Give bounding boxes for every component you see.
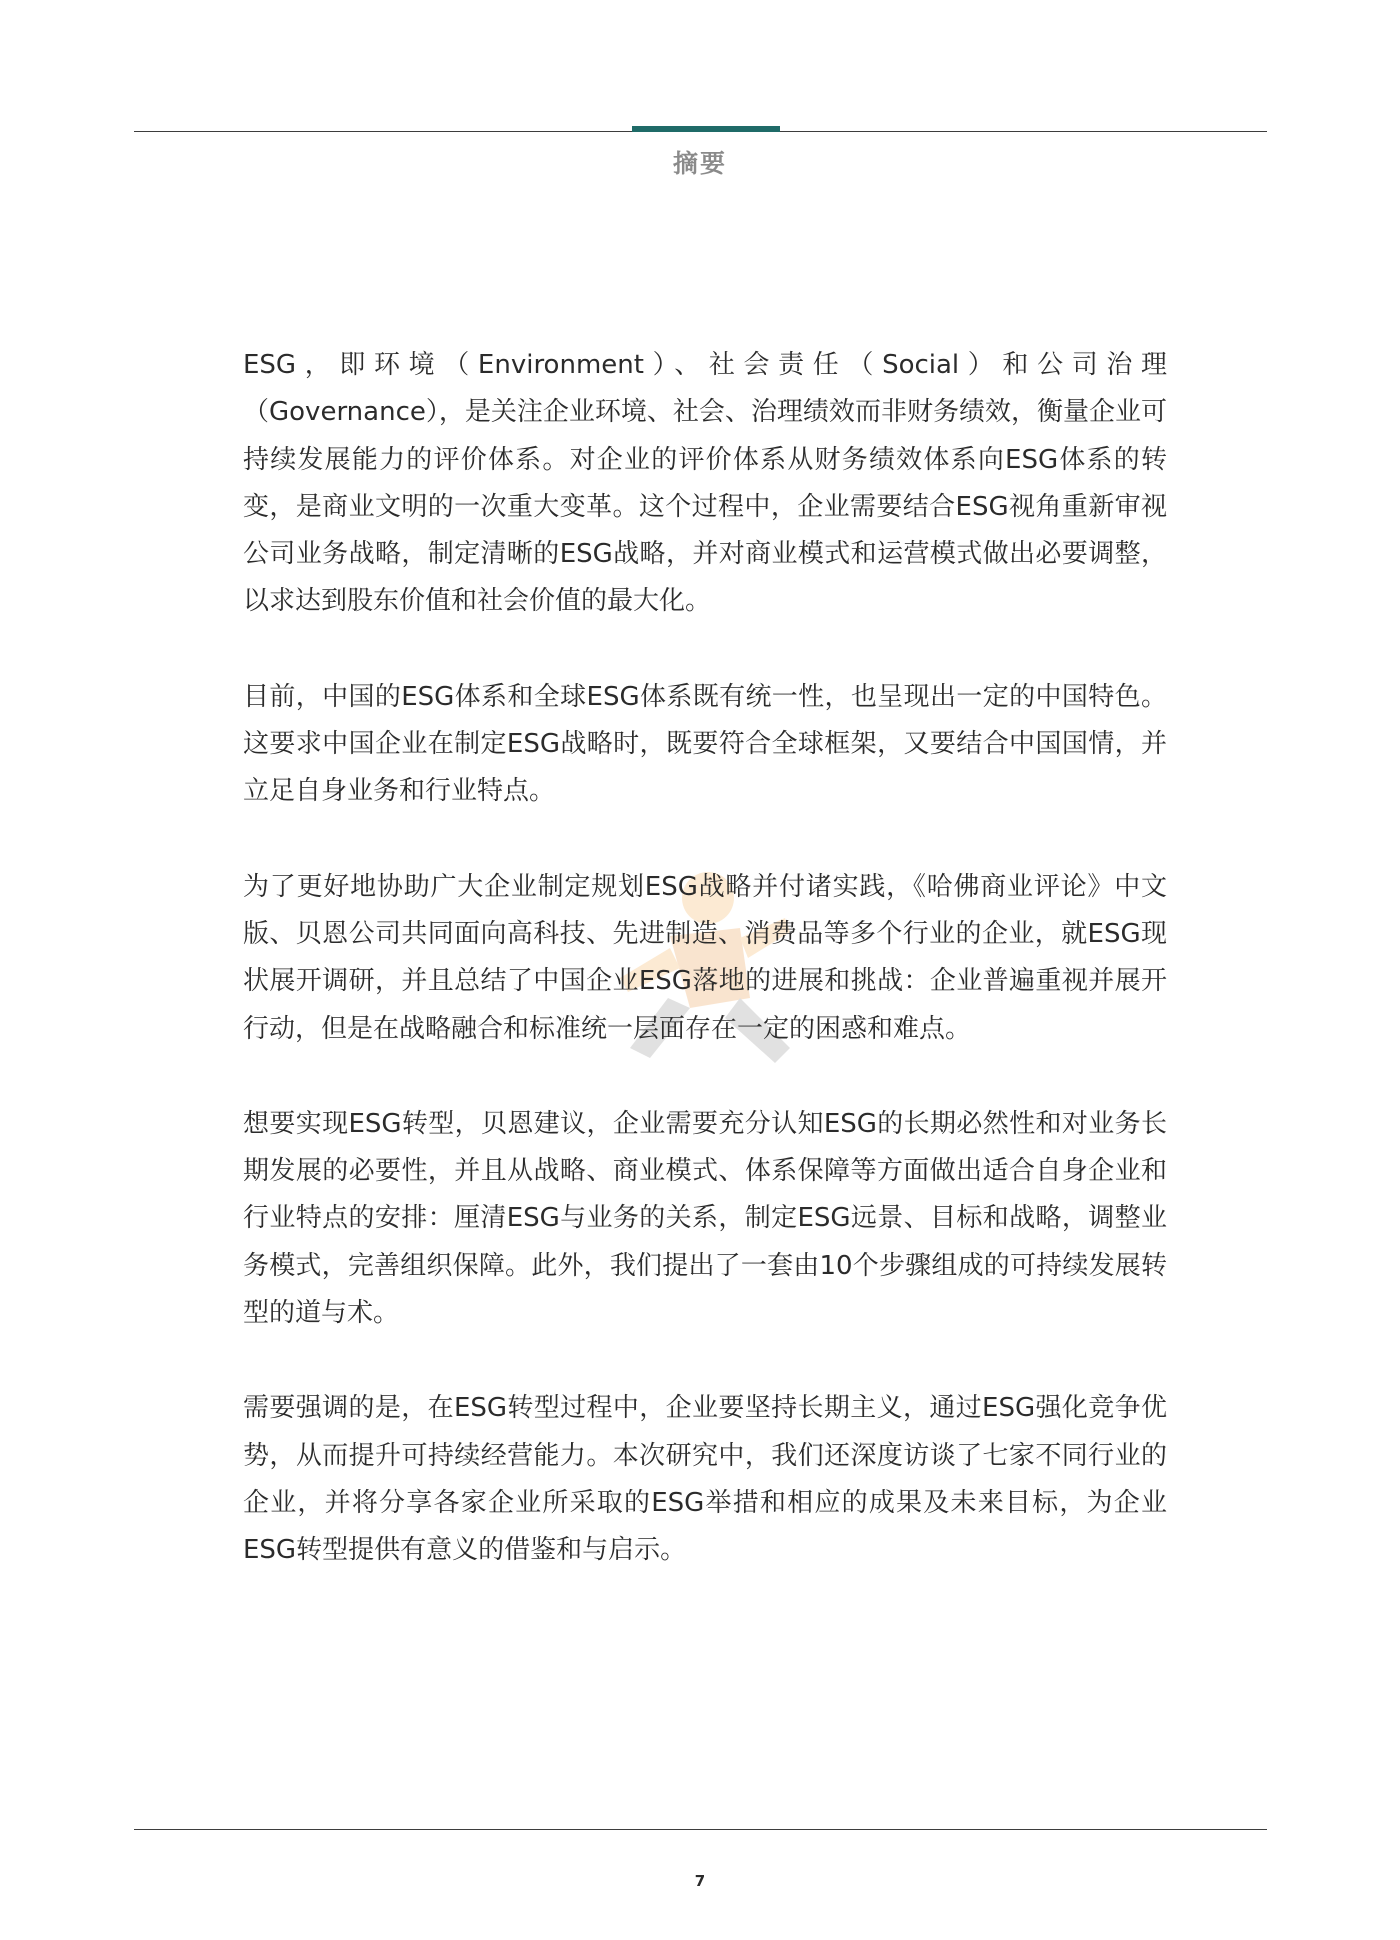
paragraph-china-context: 目前，中国的ESG体系和全球ESG体系既有统一性，也呈现出一定的中国特色。这要求中国企业在制定ESG战略时，既要符合全球框架，又要结合中国国情，并立足自身业务和行业特点。 bbox=[243, 681, 1167, 807]
paragraph-intro: ESG，即环境（Environment）、社会责任（Social）和公司治理（Governance），是关注企业环境、社会、治理绩效而非财务绩效，衡量企业可持续发展能力的评价体系。对企业的评价体系从财务绩效体系向ESG体系的转变，是商业文明的一次重大变革。这个过程中，企业需要结合ESG视角重新审视公司业务战略，制定清晰的ESG战略，并对商业模式和运营模式做出必要调整，以求达到股东价值和社会价值的最大化。 bbox=[243, 350, 1167, 617]
page-number: 7 bbox=[694, 1872, 706, 1890]
section-title: 摘要 bbox=[672, 149, 727, 178]
abstract-body bbox=[243, 342, 1167, 1623]
header-accent-bar bbox=[632, 126, 780, 132]
paragraph-research: 为了更好地协助广大企业制定规划ESG战略并付诸实践，《哈佛商业评论》中文版、贝恩公司共同面向高科技、先进制造、消费品等多个行业的企业，就ESG现状展开调研，并且总结了中国企业ESG落地的进展和挑战：企业普遍重视并展开行动，但是在战略融合和标准统一层面存在一定的困惑和难点。 bbox=[243, 871, 1167, 1044]
footer-rule bbox=[134, 1829, 1267, 1830]
paragraph-recommendations: 想要实现ESG转型，贝恩建议，企业需要充分认知ESG的长期必然性和对业务长期发展的必要性，并且从战略、商业模式、体系保障等方面做出适合自身企业和行业特点的安排：厘清ESG与业务的关系，制定ESG远景、目标和战略，调整业务模式，完善组织保障。此外，我们提出了一套由10个步骤组成的可持续发展转型的道与术。 bbox=[243, 1108, 1167, 1329]
paragraph-long-termism: 需要强调的是，在ESG转型过程中，企业要坚持长期主义，通过ESG强化竞争优势，从而提升可持续经营能力。本次研究中，我们还深度访谈了七家不同行业的企业，并将分享各家企业所采取的ESG举措和相应的成果及未来目标，为企业ESG转型提供有意义的借鉴和与启示。 bbox=[243, 1393, 1167, 1566]
